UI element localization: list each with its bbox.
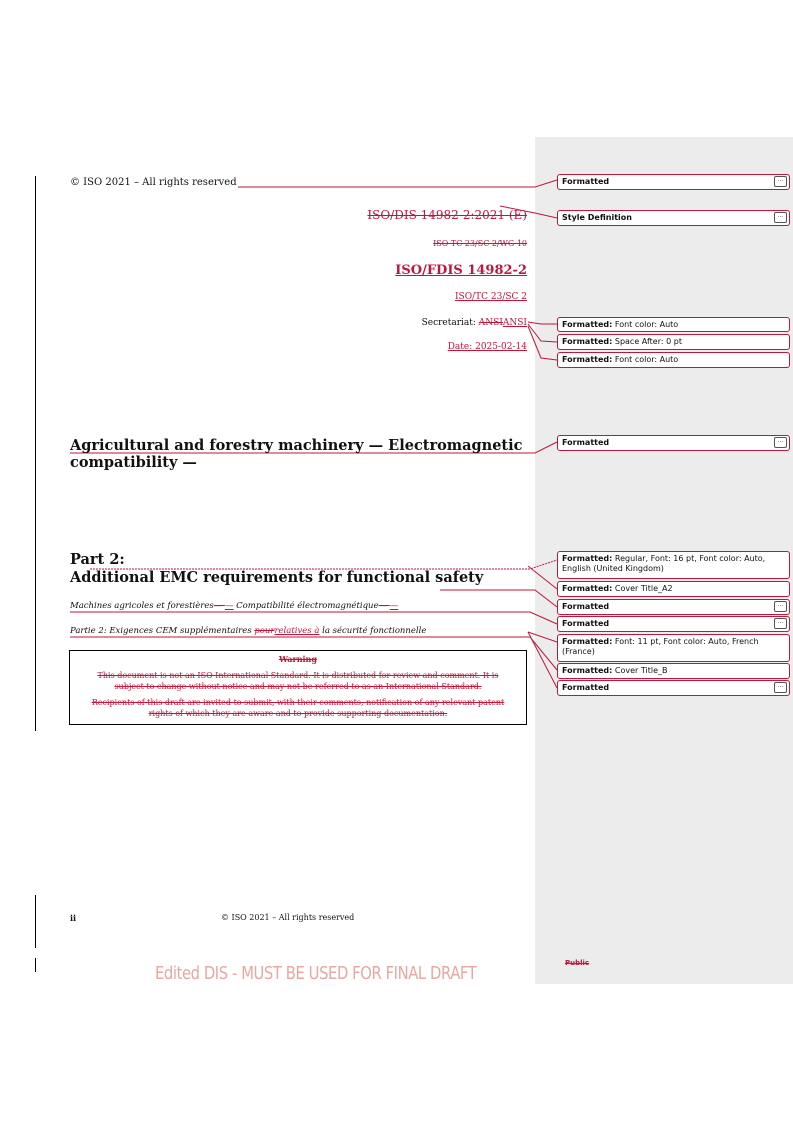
format-balloon[interactable]: Formatted: Font: 11 pt, Font color: Auto, French (France) [557,634,790,662]
header-copyright: © ISO 2021 – All rights reserved [70,177,237,188]
part-title [70,551,530,587]
warning-box [69,650,527,725]
document-date: Date: 2025-02-14 [447,342,527,352]
secretariat-deleted: ANSI [478,318,503,328]
part-number-line: Part 2: [70,551,125,568]
warning-paragraph-2: Recipients of this draft are invited to submit, with their comments, notification of any relevant patent rights of which they are aware and to provide supporting documentation. [91,698,505,718]
more-options-button[interactable]: ... [774,618,787,629]
style-definition-balloon[interactable]: Style Definition ... [557,210,790,226]
part-title-text: Additional EMC requirements for functional safety [70,569,484,586]
format-balloon[interactable]: Formatted: Regular, Font: 16 pt, Font color: Auto, English (United Kingdom) [557,551,790,579]
more-options-button[interactable]: ... [774,601,787,612]
format-balloon[interactable]: Formatted: Font color: Auto [557,352,790,368]
format-balloon[interactable]: Formatted: Cover Title_A2 [557,581,790,597]
format-balloon[interactable]: Formatted ... [557,174,790,190]
footer-copyright: © ISO 2021 – All rights reserved [221,913,355,922]
format-balloon[interactable]: Formatted ... [557,599,790,615]
old-committee: ISO TC 23/SC 2/WG 10 [433,239,527,248]
format-balloon[interactable]: Formatted: Space After: 0 pt [557,334,790,350]
new-committee: ISO/TC 23/SC 2 [454,292,527,302]
format-balloon[interactable]: Formatted: Cover Title_B [557,663,790,679]
secretariat-inserted: ANSI [502,318,527,328]
page-number: ii [70,913,77,923]
main-title [70,437,530,471]
more-options-button[interactable]: ... [774,437,787,448]
secretariat [422,318,527,328]
warning-heading: Warning [279,654,317,664]
more-options-button[interactable]: ... [774,212,787,223]
classification-label: Public [565,959,590,967]
more-options-button[interactable]: ... [774,682,787,693]
warning-paragraph-1: This document is not an ISO International Standard. It is distributed for review and comment. It is subject to change without notice and may not be referred to as an International Standard. [97,671,499,691]
draft-watermark: Edited DIS - MUST BE USED FOR FINAL DRAFT [155,963,477,984]
main-title-line-2: compatibility — [70,454,197,471]
secretariat-label: Secretariat: [421,318,479,328]
format-balloon[interactable]: Formatted ... [557,616,790,632]
format-balloon[interactable]: Formatted ... [557,680,790,696]
format-balloon[interactable]: Formatted ... [557,435,790,451]
more-options-button[interactable]: ... [774,176,787,187]
format-balloon[interactable]: Formatted: Font color: Auto [557,317,790,332]
old-document-id: ISO/DIS 14982-2:2021 (E) [367,208,527,222]
french-part-title: Partie 2: Exigences CEM supplémentaires pourrelatives à la sécurité fonctionnelle [70,626,427,636]
main-title-line-1: Agricultural and forestry machinery — Electromagnetic [70,437,523,454]
french-title: Machines agricoles et forestières— — Compatibilité électromagnétique— — [70,601,399,611]
new-document-id: ISO/FDIS 14982-2 [395,263,527,278]
